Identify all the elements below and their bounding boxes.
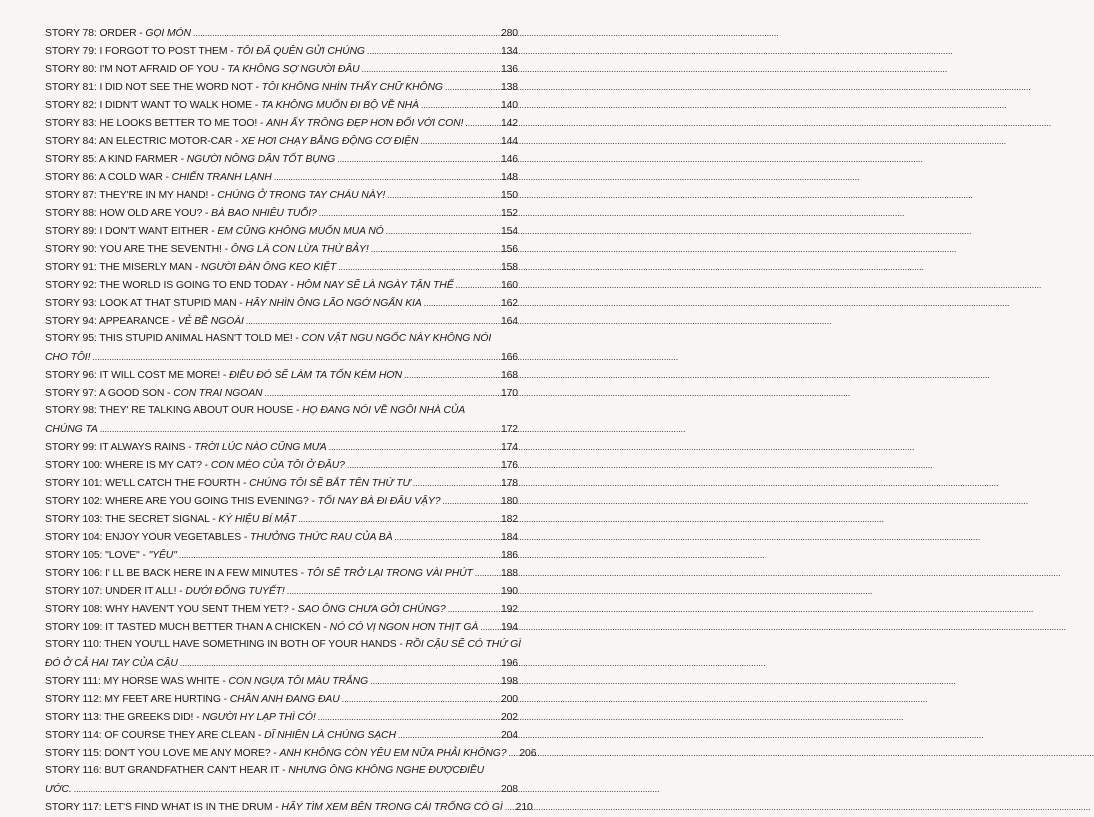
toc-entry [45, 384, 518, 402]
toc-entry [45, 186, 518, 204]
entry-title [45, 79, 443, 97]
entry-vietnamese-title: NGƯỜI NÔNG DÂN TỐT BỤNG [186, 154, 336, 165]
entry-english-title: STORY 105: "LOVE" - [45, 550, 149, 561]
leader-dots [287, 582, 496, 600]
entry-english-title: STORY 82: I DIDN'T WANT TO WALK HOME - [45, 100, 261, 111]
entry-vietnamese-title: HỌ ĐANG NÓI VỀ NGÔI NHÀ CỦA [302, 405, 466, 416]
entry-english-title: STORY 113: THE GREEKS DID! - [45, 712, 203, 723]
page-number: 170 [500, 388, 518, 399]
entry-english-title: STORY 116: BUT GRANDFATHER CAN'T HEAR IT - [45, 765, 289, 776]
entry-english-title: STORY 103: THE SECRET SIGNAL - [45, 514, 219, 525]
entry-title [45, 385, 262, 403]
page-number: 202 [500, 712, 518, 723]
entry-vietnamese-title: THƯỞNG THỨC RAU CỦA BÀ [249, 532, 393, 543]
entry-title [45, 601, 446, 619]
entry-vietnamese-title: TÔI SẼ TRỞ LẠI TRONG VÀI PHÚT [306, 568, 473, 579]
entry-title [45, 547, 177, 565]
leader-dots [74, 780, 496, 798]
entry-title [45, 61, 360, 79]
page-number: 168 [500, 370, 518, 381]
entry-vietnamese-title: TỐI NAY BÀ ĐI ĐÂU VẬY? [317, 496, 441, 507]
entry-title [45, 402, 465, 420]
leader-dots [100, 420, 496, 438]
entry-english-title: STORY 104: ENJOY YOUR VEGETABLES - [45, 532, 250, 543]
entry-title [45, 583, 285, 601]
leader-dots [505, 798, 511, 816]
toc-entry [45, 60, 518, 78]
leader-dots [508, 744, 514, 762]
leader-dots [424, 294, 496, 312]
entry-english-title: STORY 100: WHERE IS MY CAT? - [45, 460, 211, 471]
entry-title [45, 691, 340, 709]
leader-dots [329, 438, 496, 456]
toc-entry [45, 204, 518, 222]
page-number: 198 [500, 676, 518, 687]
entry-vietnamese-title: RỒI CẬU SẼ CÓ THỨ GÌ [405, 639, 521, 650]
leader-dots [367, 42, 496, 60]
leader-dots [445, 78, 496, 96]
entry-english-title: STORY 95: THIS STUPID ANIMAL HASN'T TOLD ME! - [45, 333, 302, 344]
page-number: 158 [500, 262, 518, 273]
entry-vietnamese-title: BÀ BAO NHIÊU TUỔI? [211, 208, 317, 219]
toc-entry [45, 222, 518, 240]
leader-dots [448, 600, 496, 618]
entry-english-title: STORY 102: WHERE ARE YOU GOING THIS EVENING? - [45, 496, 318, 507]
entry-title [45, 565, 473, 583]
entry-title [45, 636, 521, 654]
leader-dots [319, 204, 496, 222]
leader-dots [420, 132, 496, 150]
entry-title [45, 475, 411, 493]
toc-entry [45, 312, 518, 330]
toc-entry-continuation [45, 654, 518, 672]
leader-dots [193, 24, 496, 42]
entry-english-title: STORY 112: MY FEET ARE HURTING - [45, 694, 230, 705]
leader-dots [347, 456, 496, 474]
leader-dots [442, 492, 496, 510]
leader-dots [387, 186, 496, 204]
leader-dots [404, 366, 496, 384]
entry-title [45, 367, 402, 385]
entry-vietnamese-title: NÓ CÓ VỊ NGON HƠN THỊT GÀ [329, 622, 479, 633]
leader-dots [371, 240, 496, 258]
entry-title [45, 277, 454, 295]
entry-vietnamese-title: ĐIỀU ĐÓ SẼ LÀM TA TỐN KÉM HƠN [229, 370, 403, 381]
toc-entry [45, 492, 518, 510]
leader-dots [413, 474, 496, 492]
leader-dots [370, 672, 496, 690]
entry-title [45, 673, 368, 691]
toc-entry [45, 546, 518, 564]
entry-vietnamese-title: TA KHÔNG SỢ NGƯỜI ĐÂU [227, 64, 360, 75]
page-number: 146 [500, 154, 518, 165]
entry-english-title: STORY 109: IT TASTED MUCH BETTER THAN A CHICKEN - [45, 622, 330, 633]
entry-vietnamese-title: "YÊU" [148, 550, 177, 561]
entry-title [45, 151, 335, 169]
entry-english-title: STORY 79: I FORGOT TO POST THEM - [45, 46, 237, 57]
entry-english-title: STORY 89: I DON'T WANT EITHER - [45, 226, 218, 237]
entry-english-title: STORY 86: A COLD WAR - [45, 172, 172, 183]
entry-vietnamese-title: DĨ NHIÊN LÀ CHÚNG SẠCH [264, 730, 396, 741]
page-number: 144 [500, 136, 518, 147]
toc-entry [45, 330, 518, 348]
entry-title [45, 457, 345, 475]
toc-entry [45, 438, 518, 456]
entry-title [45, 223, 384, 241]
toc-entry [45, 690, 518, 708]
page-number: 206 [519, 748, 537, 759]
page-number: 184 [500, 532, 518, 543]
toc-entry [45, 240, 518, 258]
leader-dots [180, 654, 496, 672]
page-number: 150 [500, 190, 518, 201]
entry-title [45, 259, 336, 277]
entry-vietnamese-title: CON TRAI NGOAN [173, 388, 263, 399]
entry-title [45, 762, 484, 780]
page-number: 196 [500, 658, 518, 669]
entry-english-title: STORY 91: THE MISERLY MAN - [45, 262, 201, 273]
leader-dots [264, 384, 496, 402]
page-number: 136 [500, 64, 518, 75]
page-number: 188 [500, 568, 518, 579]
page-number: 192 [500, 604, 518, 615]
entry-title [45, 745, 506, 763]
entry-english-title: STORY 117: LET'S FIND WHAT IS IN THE DRUM - [45, 802, 282, 813]
entry-title [45, 241, 369, 259]
entry-english-title: STORY 83: HE LOOKS BETTER TO ME TOO! - [45, 118, 267, 129]
leader-dots [298, 510, 496, 528]
toc-entry [45, 798, 533, 816]
toc-entry [45, 726, 518, 744]
table-of-contents [0, 0, 537, 813]
entry-vietnamese-title: ÔNG LÀ CON LỪA THỨ BẢY! [230, 244, 369, 255]
entry-title [45, 25, 191, 43]
entry-title [45, 205, 317, 223]
entry-english-title: STORY 110: THEN YOU'LL HAVE SOMETHING IN BOTH OF YOUR HANDS - [45, 639, 406, 650]
entry-title [45, 709, 316, 727]
entry-title [45, 169, 272, 187]
entry-vietnamese-title: CHÚNG TÔI SẼ BẮT TÊN THỨ TƯ [249, 478, 411, 489]
entry-vietnamese-title: SAO ÔNG CHƯA GỞI CHÚNG? [297, 604, 446, 615]
page-number: 164 [500, 316, 518, 327]
leader-dots [342, 690, 496, 708]
page-number: 208 [500, 784, 518, 795]
page-number: 140 [500, 100, 518, 111]
entry-english-title: STORY 107: UNDER IT ALL! - [45, 586, 186, 597]
toc-entry [45, 672, 518, 690]
page-number: 138 [500, 82, 518, 93]
leader-dots [480, 618, 496, 636]
leader-dots [246, 312, 496, 330]
toc-entry [45, 474, 518, 492]
toc-entry [45, 276, 518, 294]
entry-vietnamese-title: CHÂN ANH ĐANG ĐAU [229, 694, 340, 705]
page-number: 210 [515, 802, 533, 813]
page-number: 156 [500, 244, 518, 255]
toc-entry [45, 564, 518, 582]
entry-vietnamese-continuation: ƯỚC. [45, 784, 72, 795]
page-number: 162 [500, 298, 518, 309]
entry-english-title: STORY 93: LOOK AT THAT STUPID MAN - [45, 298, 246, 309]
toc-entry [45, 96, 518, 114]
entry-english-title: STORY 96: IT WILL COST ME MORE! - [45, 370, 230, 381]
toc-entry [45, 114, 518, 132]
leader-dots [179, 546, 496, 564]
entry-title [45, 799, 503, 817]
entry-vietnamese-continuation: ĐÓ Ở CẢ HAI TAY CỦA CẬU [45, 658, 178, 669]
entry-vietnamese-title: VẺ BỀ NGOÀI [177, 316, 244, 327]
entry-english-title: STORY 106: I' LL BE BACK HERE IN A FEW MINUTES - [45, 568, 307, 579]
entry-title [45, 313, 244, 331]
page-number: 152 [500, 208, 518, 219]
leader-dots [274, 168, 496, 186]
toc-entry [45, 42, 518, 60]
entry-english-title: STORY 88: HOW OLD ARE YOU? - [45, 208, 212, 219]
entry-vietnamese-title: HÔM NAY SẼ LÀ NGÀY TẬN THẾ [296, 280, 454, 291]
toc-entry [45, 708, 518, 726]
page-number: 176 [500, 460, 518, 471]
entry-english-title: STORY 80: I'M NOT AFRAID OF YOU - [45, 64, 228, 75]
page-number: 182 [500, 514, 518, 525]
entry-title [45, 493, 440, 511]
entry-vietnamese-title: CON NGỰA TÔI MÀU TRẮNG [228, 676, 369, 687]
entry-vietnamese-title: CON MÈO CỦA TÔI Ở ĐÂU? [210, 460, 345, 471]
leader-dots [338, 258, 496, 276]
toc-entry [45, 636, 521, 654]
entry-vietnamese-title: EM CŨNG KHÔNG MUỐN MUA NÓ [217, 226, 384, 237]
leader-dots [398, 726, 496, 744]
entry-english-title: STORY 111: MY HORSE WAS WHITE - [45, 676, 229, 687]
toc-entry [45, 618, 518, 636]
page-number: 200 [500, 694, 518, 705]
leader-dots [92, 348, 496, 366]
entry-english-title: STORY 101: WE'LL CATCH THE FOURTH - [45, 478, 250, 489]
entry-vietnamese-title: TÔI ĐÃ QUÊN GỬI CHÚNG [236, 46, 365, 57]
entry-vietnamese-title: ANH ẤY TRÔNG ĐẸP HƠN ĐỐI VỚI CON! [266, 118, 464, 129]
entry-vietnamese-title: TÔI KHÔNG NHÌN THẤY CHỮ KHÔNG [261, 82, 443, 93]
page-number: 172 [500, 424, 518, 435]
entry-title [45, 511, 296, 529]
entry-vietnamese-title: XE HƠI CHẠY BẰNG ĐỘNG CƠ ĐIỆN [241, 136, 419, 147]
entry-vietnamese-title: NGƯỜI ĐÀN ÔNG KEO KIỆT [201, 262, 337, 273]
page-number: 134 [500, 46, 518, 57]
entry-title [45, 133, 418, 151]
leader-dots [394, 528, 496, 546]
entry-title [45, 619, 478, 637]
toc-entry [45, 744, 537, 762]
entry-english-title: STORY 94: APPEARANCE - [45, 316, 178, 327]
entry-title [45, 529, 392, 547]
page-number: 194 [500, 622, 518, 633]
page-number: 204 [500, 730, 518, 741]
toc-entry [45, 528, 518, 546]
entry-vietnamese-title: HÃY TÌM XEM BÊN TRONG CÁI TRỐNG CÓ GÌ [281, 802, 503, 813]
toc-entry [45, 366, 518, 384]
entry-vietnamese-continuation: CHO TÔI! [45, 352, 91, 363]
page-number: 160 [500, 280, 518, 291]
leader-dots [318, 708, 496, 726]
entry-vietnamese-title: GỌI MÓN [145, 28, 191, 39]
toc-entry [45, 24, 518, 42]
toc-entry [45, 168, 518, 186]
page-number: 178 [500, 478, 518, 489]
page-number: 166 [500, 352, 518, 363]
entry-title [45, 727, 396, 745]
page-number: 154 [500, 226, 518, 237]
toc-entry-continuation [45, 780, 518, 798]
entry-english-title: STORY 115: DON'T YOU LOVE ME ANY MORE? - [45, 748, 280, 759]
page-number: 186 [500, 550, 518, 561]
leader-dots [386, 222, 496, 240]
entry-english-title: STORY 90: YOU ARE THE SEVENTH! - [45, 244, 231, 255]
entry-vietnamese-title: CHIẾN TRANH LẠNH [171, 172, 272, 183]
leader-dots [362, 60, 496, 78]
toc-entry-continuation [45, 420, 518, 438]
toc-entry [45, 582, 518, 600]
entry-vietnamese-continuation: CHÚNG TA [45, 424, 98, 435]
page-number: 280 [500, 28, 518, 39]
leader-dots [456, 276, 496, 294]
entry-english-title: STORY 84: AN ELECTRIC MOTOR-CAR - [45, 136, 242, 147]
toc-entry [45, 402, 518, 420]
toc-entry [45, 600, 518, 618]
toc-entry [45, 150, 518, 168]
entry-title [45, 187, 385, 205]
toc-entry [45, 510, 518, 528]
page-number: 174 [500, 442, 518, 453]
entry-title [45, 330, 491, 348]
leader-dots [337, 150, 496, 168]
toc-entry [45, 78, 518, 96]
page-number: 148 [500, 172, 518, 183]
entry-english-title: STORY 81: I DID NOT SEE THE WORD NOT - [45, 82, 262, 93]
leader-dots [475, 564, 496, 582]
page-number: 190 [500, 586, 518, 597]
entry-title [45, 43, 365, 61]
entry-vietnamese-title: KÝ HIỆU BÍ MẬT [218, 514, 297, 525]
entry-english-title: STORY 87: THEY'RE IN MY HAND! - [45, 190, 218, 201]
entry-english-title: STORY 78: ORDER - [45, 28, 146, 39]
leader-dots [465, 114, 496, 132]
entry-english-title: STORY 92: THE WORLD IS GOING TO END TODAY - [45, 280, 297, 291]
entry-vietnamese-title: CON VẬT NGU NGỐC NÀY KHÔNG NÓI [301, 333, 492, 344]
entry-english-title: STORY 97: A GOOD SON - [45, 388, 174, 399]
entry-vietnamese-title: CHÚNG Ở TRONG TAY CHÁU NÀY! [217, 190, 386, 201]
toc-entry [45, 258, 518, 276]
page-number: 142 [500, 118, 518, 129]
entry-title [45, 439, 327, 457]
entry-vietnamese-title: ANH KHÔNG CÒN YÊU EM NỮA PHẢI KHÔNG? [279, 748, 507, 759]
entry-vietnamese-title: TRỜI LÚC NÀO CŨNG MƯA [194, 442, 327, 453]
leader-dots [421, 96, 496, 114]
entry-vietnamese-title: TA KHÔNG MUỐN ĐI BỘ VỀ NHÀ [260, 100, 419, 111]
entry-title [45, 295, 422, 313]
page-number: 180 [500, 496, 518, 507]
toc-entry [45, 762, 518, 780]
entry-english-title: STORY 85: A KIND FARMER - [45, 154, 187, 165]
entry-vietnamese-title: NHƯNG ÔNG KHÔNG NGHE ĐƯỢCĐIỀU [288, 765, 485, 776]
toc-entry [45, 132, 518, 150]
toc-entry [45, 294, 518, 312]
toc-entry-continuation [45, 348, 518, 366]
entry-english-title: STORY 99: IT ALWAYS RAINS - [45, 442, 195, 453]
entry-vietnamese-title: HÃY NHÌN ÔNG LÃO NGỚ NGẨN KIA [245, 298, 422, 309]
entry-vietnamese-title: DƯỚI ĐỐNG TUYẾT! [185, 586, 285, 597]
entry-english-title: STORY 108: WHY HAVEN'T YOU SENT THEM YET? - [45, 604, 298, 615]
entry-title [45, 115, 463, 133]
entry-title [45, 97, 419, 115]
toc-entry [45, 456, 518, 474]
entry-english-title: STORY 114: OF COURSE THEY ARE CLEAN - [45, 730, 265, 741]
entry-english-title: STORY 98: THEY' RE TALKING ABOUT OUR HOUSE - [45, 405, 303, 416]
entry-vietnamese-title: NGƯỜI HY LẠP THÌ CÓ! [202, 712, 316, 723]
